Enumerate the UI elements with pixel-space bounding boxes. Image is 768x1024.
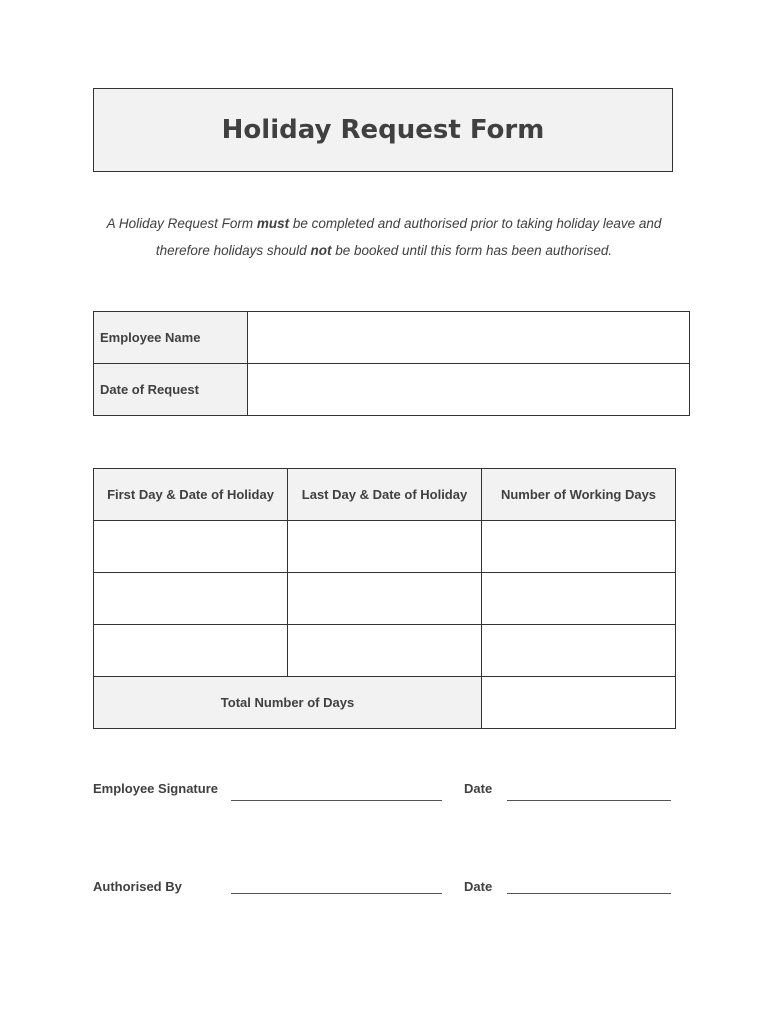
intro-bold-not: not — [310, 243, 332, 258]
employee-date-line[interactable] — [507, 800, 671, 801]
employee-signature-label: Employee Signature — [93, 781, 218, 796]
last-day-cell[interactable] — [288, 521, 482, 573]
total-row — [94, 677, 676, 729]
date-of-request-row — [94, 364, 690, 416]
working-days-cell[interactable] — [482, 625, 676, 677]
employee-name-label: Employee Name — [94, 312, 248, 364]
last-day-cell[interactable] — [288, 573, 482, 625]
first-day-cell[interactable] — [94, 521, 288, 573]
authorised-by-line[interactable] — [231, 893, 442, 894]
authorised-by-row — [93, 879, 693, 903]
date-of-request-label: Date of Request — [94, 364, 248, 416]
title-box — [93, 88, 673, 172]
intro-part-1: A Holiday Request Form — [106, 216, 257, 231]
employee-signature-row — [93, 781, 693, 805]
working-days-cell[interactable] — [482, 521, 676, 573]
authorised-date-line[interactable] — [507, 893, 671, 894]
table-row — [94, 521, 676, 573]
first-day-cell[interactable] — [94, 625, 288, 677]
employee-name-row — [94, 312, 690, 364]
intro-part-2: be completed and authorised prior to taking holiday leave and therefore holidays should — [155, 216, 662, 258]
employee-date-label: Date — [464, 781, 493, 796]
intro-part-3: be booked until this form has been authorised. — [331, 243, 613, 258]
table-row — [94, 573, 676, 625]
page-title: Holiday Request Form — [221, 115, 545, 145]
last-day-cell[interactable] — [288, 625, 482, 677]
total-days-label: Total Number of Days — [94, 677, 482, 729]
authorised-date-label: Date — [464, 879, 493, 894]
intro-bold-must: must — [256, 216, 290, 231]
holiday-table-header-row — [94, 469, 676, 521]
employee-name-field[interactable] — [248, 312, 690, 364]
total-days-field[interactable] — [482, 677, 676, 729]
table-row — [94, 625, 676, 677]
intro-text — [88, 210, 680, 264]
first-day-cell[interactable] — [94, 573, 288, 625]
date-of-request-field[interactable] — [248, 364, 690, 416]
employee-signature-line[interactable] — [231, 800, 442, 801]
header-working-days: Number of Working Days — [482, 469, 676, 521]
authorised-by-label: Authorised By — [93, 879, 182, 894]
header-first-day: First Day & Date of Holiday — [94, 469, 288, 521]
employee-info-table — [93, 311, 690, 416]
working-days-cell[interactable] — [482, 573, 676, 625]
header-last-day: Last Day & Date of Holiday — [288, 469, 482, 521]
holiday-dates-table — [93, 468, 676, 729]
